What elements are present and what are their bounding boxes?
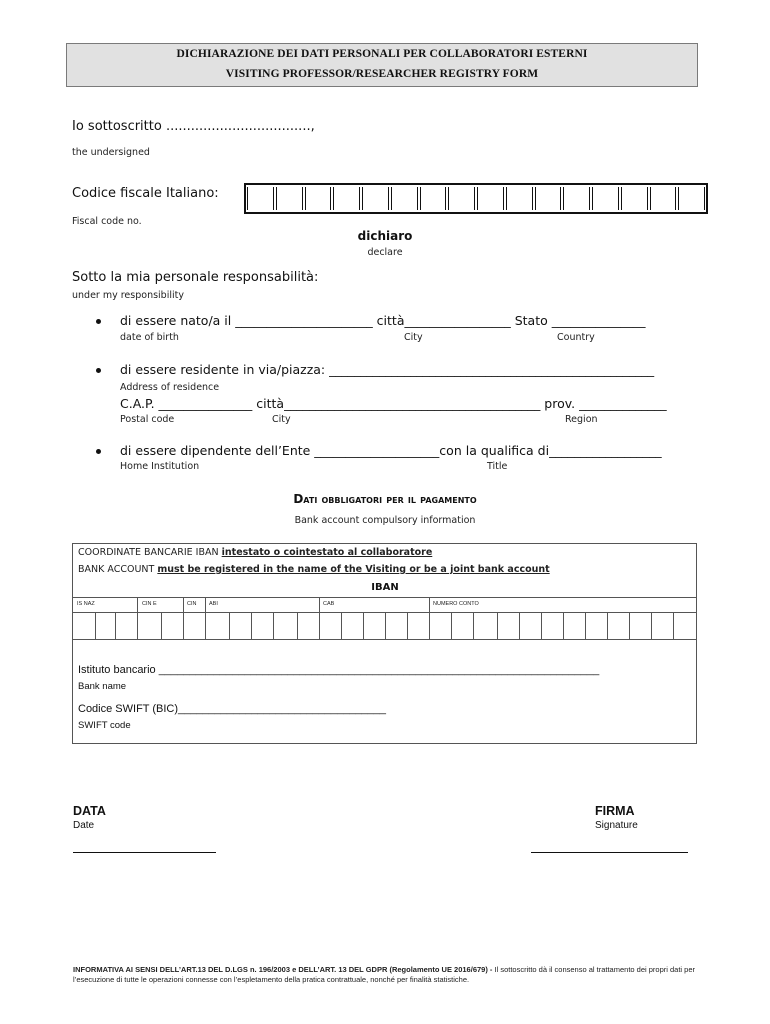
birth-city-sub: City (404, 332, 423, 343)
iban-cell-divider (629, 613, 630, 639)
form-title-it: DICHIARAZIONE DEI DATI PERSONALI PER COLLABORATORI ESTERNI (176, 48, 588, 60)
birth-country-sub: Country (557, 332, 595, 343)
date-signature-line[interactable] (73, 852, 216, 853)
residence-cap-line[interactable]: C.A.P. _______________ città_________________________________________ prov. ______________ (120, 396, 667, 411)
residence-line[interactable]: di essere residente in via/piazza: ____________________________________________________ (120, 362, 655, 377)
employee-line[interactable]: di essere dipendente dell’Ente ____________________con la qualifica di__________________ (120, 443, 662, 458)
iban-heading: IBAN (371, 582, 399, 593)
signature-label: FIRMA (595, 804, 635, 818)
fiscal-code-sub: Fiscal code no. (72, 216, 142, 227)
bank-name-sub: Bank name (78, 681, 127, 692)
fiscal-code-cell[interactable] (247, 187, 274, 210)
fiscal-code-cell[interactable] (678, 187, 705, 210)
declare-heading: dichiaro (357, 229, 413, 243)
iban-cell-divider (115, 613, 116, 639)
bank-account-label: BANK ACCOUNT must be registered in the name of the Visiting or be a joint bank account (78, 564, 550, 575)
declare-sub: declare (367, 247, 403, 258)
iban-cell-divider (341, 613, 342, 639)
residence-city-sub: City (272, 414, 291, 425)
swift-sub: SWIFT code (78, 720, 131, 731)
swift-line[interactable]: Codice SWIFT (BIC)__________________________________ (78, 703, 387, 715)
iban-col-cab: CAB (323, 601, 335, 607)
fiscal-code-cell[interactable] (592, 187, 619, 210)
iban-cell-divider (563, 613, 564, 639)
iban-cell-divider (451, 613, 452, 639)
birth-date-sub: date of birth (120, 332, 179, 343)
fiscal-code-cell[interactable] (391, 187, 418, 210)
iban-cell-divider (541, 613, 542, 639)
iban-cell-divider (319, 613, 320, 639)
residence-region-sub: Region (565, 414, 598, 425)
bank-name-line[interactable]: Istituto bancario ________________________________________________________________________ (78, 664, 600, 676)
iban-cell-divider (497, 613, 498, 639)
bullet-birth (96, 319, 101, 324)
fiscal-code-cell[interactable] (305, 187, 332, 210)
iban-cell-divider (137, 613, 138, 639)
iban-cell-divider (273, 613, 274, 639)
date-sub: Date (73, 820, 95, 831)
iban-input-row[interactable] (72, 613, 697, 640)
iban-cell-divider (161, 613, 162, 639)
form-header (66, 43, 698, 87)
iban-cell-divider (205, 613, 206, 639)
payment-heading: Dati obbligatori per il pagamento (293, 492, 477, 506)
iban-cell-divider (519, 613, 520, 639)
signature-sub: Signature (595, 820, 638, 831)
iban-header-row (72, 597, 697, 613)
iban-col-cine: CIN E (142, 601, 157, 607)
iban-cell-divider (429, 613, 430, 639)
payment-sub: Bank account compulsory information (294, 515, 476, 526)
iban-col-conto: NUMERO CONTO (433, 601, 479, 607)
bullet-residence (96, 368, 101, 373)
fiscal-code-cell[interactable] (362, 187, 389, 210)
fiscal-code-cell[interactable] (333, 187, 360, 210)
employee-institution-sub: Home Institution (120, 461, 200, 472)
iban-cell-divider (385, 613, 386, 639)
iban-cell-divider (297, 613, 298, 639)
iban-cell-divider (651, 613, 652, 639)
iban-cell-divider (183, 613, 184, 639)
undersigned-label[interactable]: Io sottoscritto ..................................., (72, 119, 315, 134)
iban-cell-divider (607, 613, 608, 639)
fiscal-code-grid[interactable] (244, 183, 708, 214)
fiscal-code-cell[interactable] (535, 187, 562, 210)
fiscal-code-cell[interactable] (477, 187, 504, 210)
iban-cell-divider (363, 613, 364, 639)
employee-title-sub: Title (487, 461, 508, 472)
iban-cell-divider (95, 613, 96, 639)
fiscal-code-cell[interactable] (621, 187, 648, 210)
responsibility-sub: under my responsibility (72, 290, 184, 301)
iban-cell-divider (229, 613, 230, 639)
fiscal-code-cell[interactable] (420, 187, 447, 210)
date-label: DATA (73, 804, 106, 818)
fiscal-code-cell[interactable] (650, 187, 677, 210)
iban-cell-divider (673, 613, 674, 639)
fiscal-code-label: Codice fiscale Italiano: (72, 186, 219, 201)
undersigned-sub: the undersigned (72, 147, 150, 158)
birth-line[interactable]: di essere nato/a il ______________________ città_________________ Stato _______________ (120, 313, 646, 328)
iban-cell-divider (473, 613, 474, 639)
fiscal-code-cell[interactable] (276, 187, 303, 210)
bullet-employee (96, 449, 101, 454)
iban-col-abi: ABI (209, 601, 218, 607)
fiscal-code-cell[interactable] (448, 187, 475, 210)
iban-label: COORDINATE BANCARIE IBAN intestato o cointestato al collaboratore (78, 547, 433, 558)
privacy-notice: INFORMATIVA AI SENSI DELL’ART.13 DEL D.LGS n. 196/2003 e DELL’ART. 13 DEL GDPR (Regolamento UE 2016/679) - Il sottoscritto dà il consenso al trattamento dei propri dati per l’esecuzione di tutte le operazioni connesse con l’espletamento della pratica contrattuale, nonché per finalità statistiche. (73, 965, 696, 984)
residence-address-sub: Address of residence (120, 382, 220, 393)
iban-cell-divider (251, 613, 252, 639)
signature-line[interactable] (531, 852, 688, 853)
fiscal-code-cell[interactable] (506, 187, 533, 210)
fiscal-code-cell[interactable] (563, 187, 590, 210)
iban-col-isnaz: IS NAZ (77, 601, 95, 607)
responsibility-label: Sotto la mia personale responsabilità: (72, 270, 319, 285)
iban-col-cin: CIN (187, 601, 197, 607)
form-title-en: VISITING PROFESSOR/RESEARCHER REGISTRY FORM (225, 68, 539, 80)
iban-cell-divider (585, 613, 586, 639)
iban-cell-divider (407, 613, 408, 639)
residence-postal-sub: Postal code (120, 414, 175, 425)
